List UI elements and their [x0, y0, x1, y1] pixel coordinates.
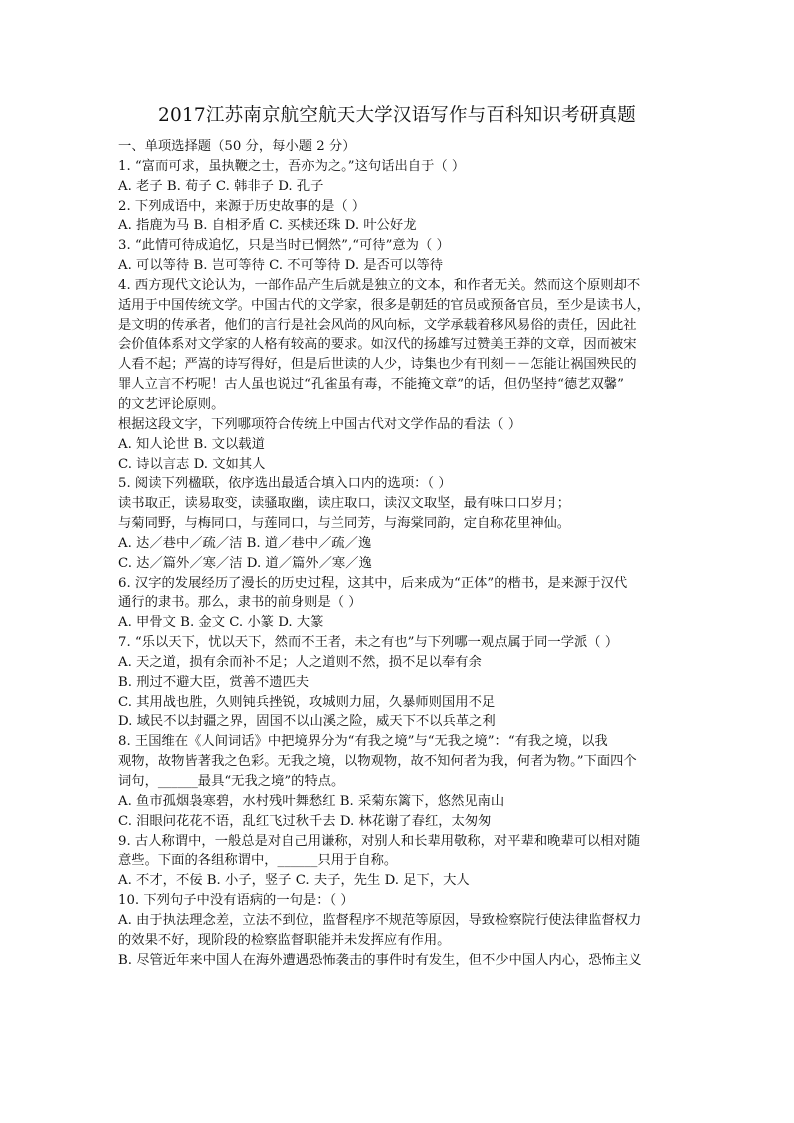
text-line: A. 鱼市孤烟袅寒碧，水村残叶舞愁红 B. 采菊东篱下，悠然见南山	[118, 793, 505, 809]
text-line: C. 诗以言志 D. 文如其人	[118, 456, 266, 472]
text-line: 6. 汉字的发展经历了漫长的历史过程，这其中，后来成为“正体”的楷书，是来源于汉代	[118, 575, 628, 591]
text-line: 3. “此情可待成追忆，只是当时已惘然”,“可待”意为（ ）	[118, 238, 450, 254]
text-line: 读书取正，读易取变，读骚取幽，读庄取口，读汉文取坚，最有味口口岁月；	[118, 496, 571, 512]
text-line: A. 指鹿为马 B. 自相矛盾 C. 买椟还珠 D. 叶公好龙	[118, 218, 417, 234]
text-line: A. 天之道，损有余而补不足；人之道则不然，损不足以奉有余	[118, 654, 482, 670]
text-line: 人看不起；严嵩的诗写得好，但是后世读的人少，诗集也少有刊刻－－怎能让祸国殃民的	[118, 357, 637, 373]
text-line: 一、单项选择题（50 分，每小题 2 分）	[118, 139, 356, 154]
document-title: 2017江苏南京航空航天大学汉语写作与百科知识考研真题	[158, 105, 636, 126]
text-line: A. 不才，不佞 B. 小子，竖子 C. 夫子，先生 D. 足下，大人	[118, 873, 470, 889]
text-line: 是文明的传承者，他们的言行是社会风尚的风向标，文学承载着移风易俗的责任，因此社	[118, 317, 637, 333]
text-line: 10. 下列句子中没有语病的一句是：（ ）	[118, 893, 354, 909]
text-line: 观物，故物皆著我之色彩。无我之境，以物观物，故不知何者为我，何者为物。”下面四个	[118, 754, 637, 770]
text-line: 与菊同野，与梅同口，与莲同口，与兰同芳，与海棠同韵，定自称花里神仙。	[118, 516, 571, 532]
document-body	[118, 137, 678, 970]
text-line: B. 刑过不避大臣，赏善不遗匹夫	[118, 674, 310, 690]
text-line: A. 由于执法理念差，立法不到位，监督程序不规范等原因，导致检察院行使法律监督权力	[118, 912, 642, 928]
text-line: C. 其用战也胜，久则钝兵挫锐，攻城则力屈，久暴师则国用不足	[118, 694, 496, 710]
text-line: 7. “乐以天下，忧以天下，然而不王者，未之有也”与下列哪一观点属于同一学派（ ）	[118, 635, 619, 651]
text-line: 意些。下面的各组称谓中，______只用于自称。	[118, 853, 398, 869]
text-line: C. 泪眼问花花不语，乱红飞过秋千去 D. 林花谢了春红，太匆匆	[118, 813, 492, 829]
text-line: 罪人立言不朽呢！古人虽也说过“孔雀虽有毒，不能掩文章”的话，但仍坚持“德艺双馨”	[118, 377, 624, 393]
text-line: A. 老子 B. 荀子 C. 韩非子 D. 孔子	[118, 178, 324, 194]
text-line: A. 达／巷中／疏／洁 B. 道／巷中／疏／逸	[118, 535, 372, 551]
text-line: 通行的隶书。那么，隶书的前身则是（ ）	[118, 595, 362, 611]
text-line: A. 甲骨文 B. 金文 C. 小篆 D. 大篆	[118, 615, 324, 631]
text-line: 8. 王国维在《人间词话》中把境界分为“有我之境”与“无我之境”：“有我之境，以我	[118, 734, 608, 750]
text-line: 1. “富而可求，虽执鞭之士，吾亦为之。”这句话出自于（ ）	[118, 158, 466, 174]
text-line: 词句，______最具“无我之境”的特点。	[118, 774, 345, 789]
text-line: D. 域民不以封疆之界，固国不以山溪之险，威天下不以兵革之利	[118, 714, 496, 730]
text-line: 4. 西方现代文论认为，一部作品产生后就是独立的文本，和作者无关。然而这个原则却不	[118, 277, 641, 293]
text-line: A. 知人论世 B. 文以载道	[118, 436, 265, 452]
text-line: C. 达／篇外／寒／洁 D. 道／篇外／寒／逸	[118, 555, 372, 571]
text-line: 5. 阅读下列楹联，依序选出最适合填入口内的选项：（ ）	[118, 476, 452, 492]
text-line: 适用于中国传统文学。中国古代的文学家，很多是朝廷的官员或预备官员，至少是读书人，	[118, 297, 650, 313]
text-line: 的文艺评论原则。	[118, 396, 225, 412]
text-line: 的效果不好，现阶段的检察监督职能并未发挥应有作用。	[118, 932, 451, 948]
text-line: 根据这段文字，下列哪项符合传统上中国古代对文学作品的看法（ ）	[118, 416, 522, 432]
text-line: A. 可以等待 B. 岂可等待 C. 不可等待 D. 是否可以等待	[118, 258, 444, 274]
text-line: 2. 下列成语中，来源于历史故事的是（ ）	[118, 198, 366, 214]
text-line: 9. 古人称谓中，一般总是对自己用谦称，对别人和长辈用敬称，对平辈和晚辈可以相对随	[118, 833, 641, 849]
text-line: B. 尽管近年来中国人在海外遭遇恐怖袭击的事件时有发生，但不少中国人内心，恐怖主义	[118, 952, 642, 968]
text-line: 会价值体系对文学家的人格有较高的要求。如汉代的扬雄写过赞美王莽的文章，因而被宋	[118, 337, 637, 353]
